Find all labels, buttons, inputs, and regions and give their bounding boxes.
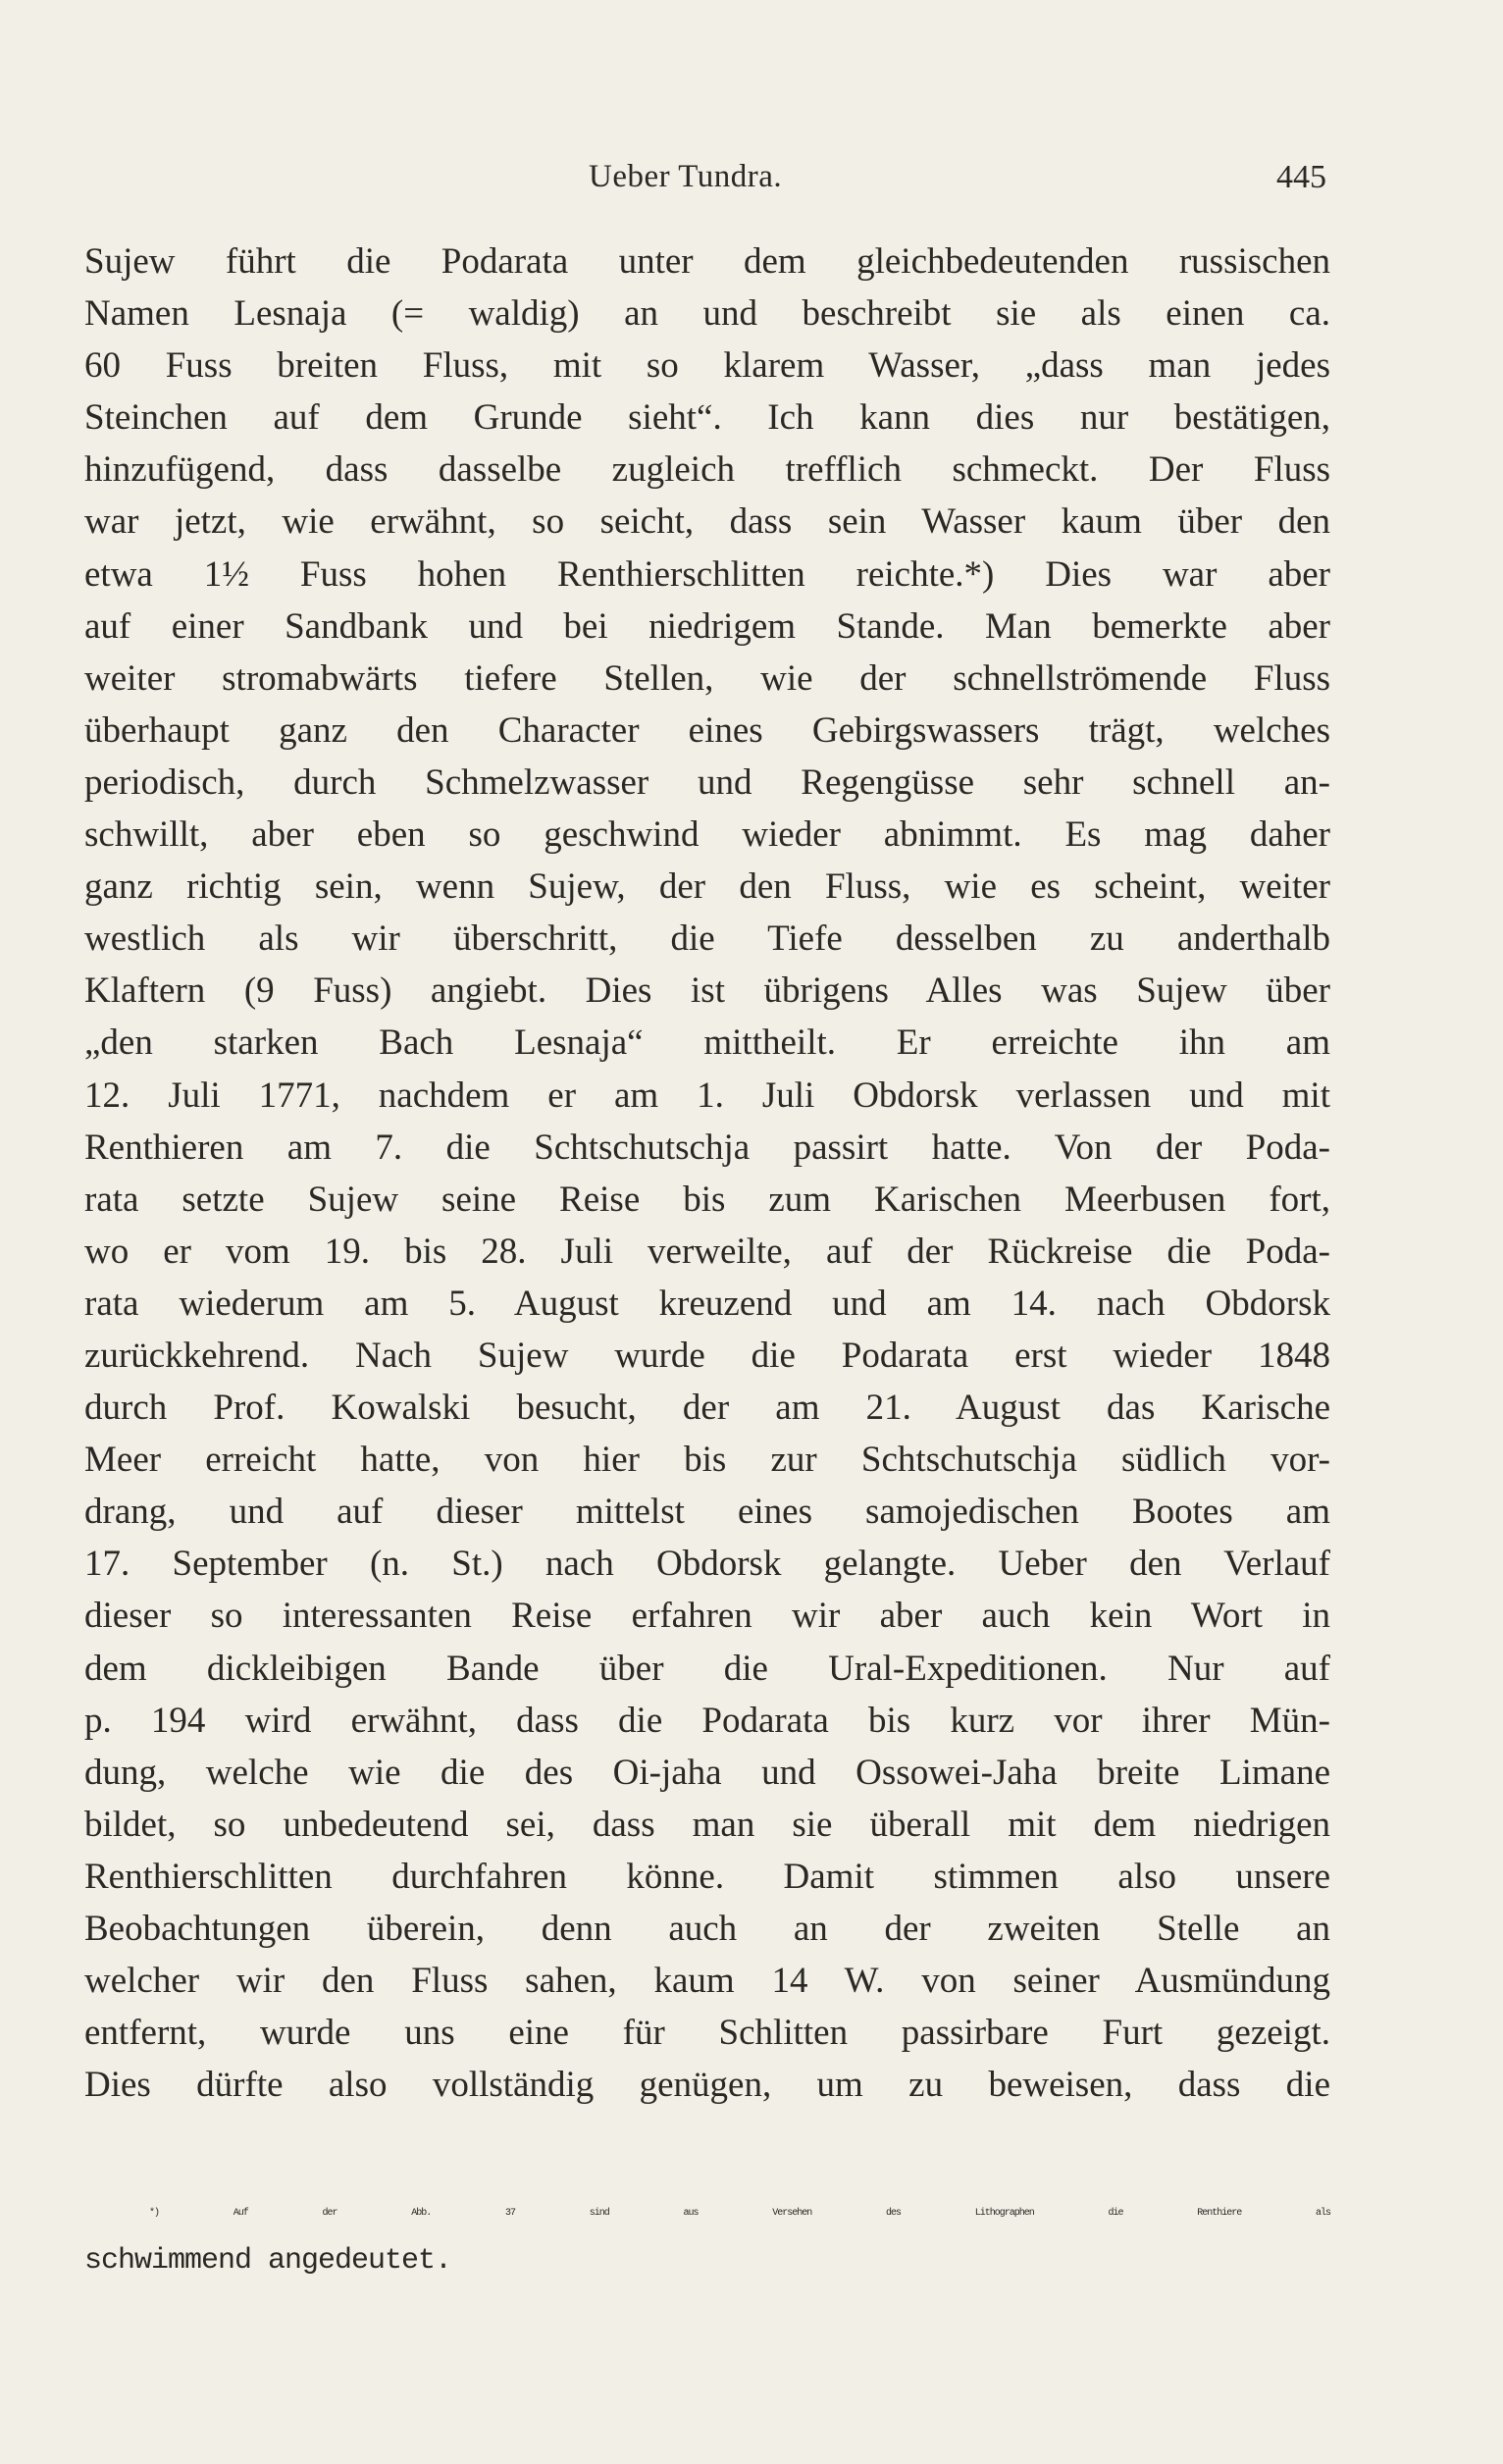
text-line: ganz richtig sein, wenn Sujew, der den Fluss, wie es scheint, weiter (84, 866, 1330, 908)
text-line: welcher wir den Fluss sahen, kaum 14 W. von seiner Ausmündung (84, 1961, 1330, 2002)
text-line: 60 Fuss breiten Fluss, mit so klarem Wasser, „dass man jedes (84, 345, 1330, 387)
text-line: hinzufügend, dass dasselbe zugleich trefflich schmeckt. Der Fluss (84, 449, 1330, 491)
text-line: dem dickleibigen Bande über die Ural-Expeditionen. Nur auf (84, 1648, 1330, 1689)
text-line: p. 194 wird erwähnt, dass die Podarata bis kurz vor ihrer Mün- (84, 1700, 1330, 1741)
footnote-line: schwimmend angedeutet. (84, 2244, 452, 2278)
text-line: überhaupt ganz den Character eines Gebirgswassers trägt, welches (84, 709, 1330, 751)
text-line: auf einer Sandbank und bei niedrigem Stande. Man bemerkte aber (84, 605, 1330, 647)
text-line: „den starken Bach Lesnaja“ mittheilt. Er erreichte ihn am (84, 1022, 1330, 1064)
text-line: Steinchen auf dem Grunde sieht“. Ich kann dies nur bestätigen, (84, 397, 1330, 439)
text-line: entfernt, wurde uns eine für Schlitten passirbare Furt gezeigt. (84, 2013, 1330, 2054)
text-line: Sujew führt die Podarata unter dem gleichbedeutenden russischen (84, 241, 1330, 282)
text-line: rata wiederum am 5. August kreuzend und am 14. nach Obdorsk (84, 1283, 1330, 1324)
text-line: dieser so interessanten Reise erfahren wir aber auch kein Wort in (84, 1596, 1330, 1637)
footnote-line: *) Auf der Abb. 37 sind aus Versehen des Lithographen die Renthiere als (149, 2208, 1330, 2219)
running-title: Ueber Tundra. (589, 159, 783, 194)
text-line: 17. September (n. St.) nach Obdorsk gelangte. Ueber den Verlauf (84, 1544, 1330, 1585)
text-line: periodisch, durch Schmelzwasser und Regengüsse sehr schnell an- (84, 761, 1330, 803)
text-line: bildet, so unbedeutend sei, dass man sie überall mit dem niedrigen (84, 1804, 1330, 1845)
text-line: war jetzt, wie erwähnt, so seicht, dass sein Wasser kaum über den (84, 501, 1330, 543)
text-line: Klaftern (9 Fuss) angiebt. Dies ist übrigens Alles was Sujew über (84, 970, 1330, 1012)
text-line: etwa 1½ Fuss hohen Renthierschlitten reichte.*) Dies war aber (84, 553, 1330, 595)
text-line: schwillt, aber eben so geschwind wieder abnimmt. Es mag daher (84, 814, 1330, 856)
text-line: durch Prof. Kowalski besucht, der am 21. August das Karische (84, 1388, 1330, 1429)
text-line: Renthierschlitten durchfahren könne. Damit stimmen also unsere (84, 1856, 1330, 1897)
text-line: Dies dürfte also vollständig genügen, um zu beweisen, dass die (84, 2065, 1330, 2106)
text-line: zurückkehrend. Nach Sujew wurde die Podarata erst wieder 1848 (84, 1335, 1330, 1376)
text-line: Beobachtungen überein, denn auch an der zweiten Stelle an (84, 1909, 1330, 1949)
text-line: dung, welche wie die des Oi-jaha und Ossowei-Jaha breite Limane (84, 1752, 1330, 1793)
text-line: westlich als wir überschritt, die Tiefe desselben zu anderthalb (84, 918, 1330, 960)
text-line: weiter stromabwärts tiefere Stellen, wie der schnellströmende Fluss (84, 657, 1330, 699)
text-line: rata setzte Sujew seine Reise bis zum Karischen Meerbusen fort, (84, 1179, 1330, 1220)
text-line: Namen Lesnaja (= waldig) an und beschreibt sie als einen ca. (84, 293, 1330, 335)
text-line: drang, und auf dieser mittelst eines samojedischen Bootes am (84, 1492, 1330, 1533)
footnote (84, 2190, 1330, 2284)
text-line: Meer erreicht hatte, von hier bis zur Schtschutschja südlich vor- (84, 1440, 1330, 1481)
body-text (84, 236, 1330, 2111)
text-line: 12. Juli 1771, nachdem er am 1. Juli Obdorsk verlassen und mit (84, 1075, 1330, 1116)
page-number: 445 (1276, 159, 1326, 195)
text-line: wo er vom 19. bis 28. Juli verweilte, auf der Rückreise die Poda- (84, 1231, 1330, 1272)
text-line: Renthieren am 7. die Schtschutschja passirt hatte. Von der Poda- (84, 1127, 1330, 1168)
